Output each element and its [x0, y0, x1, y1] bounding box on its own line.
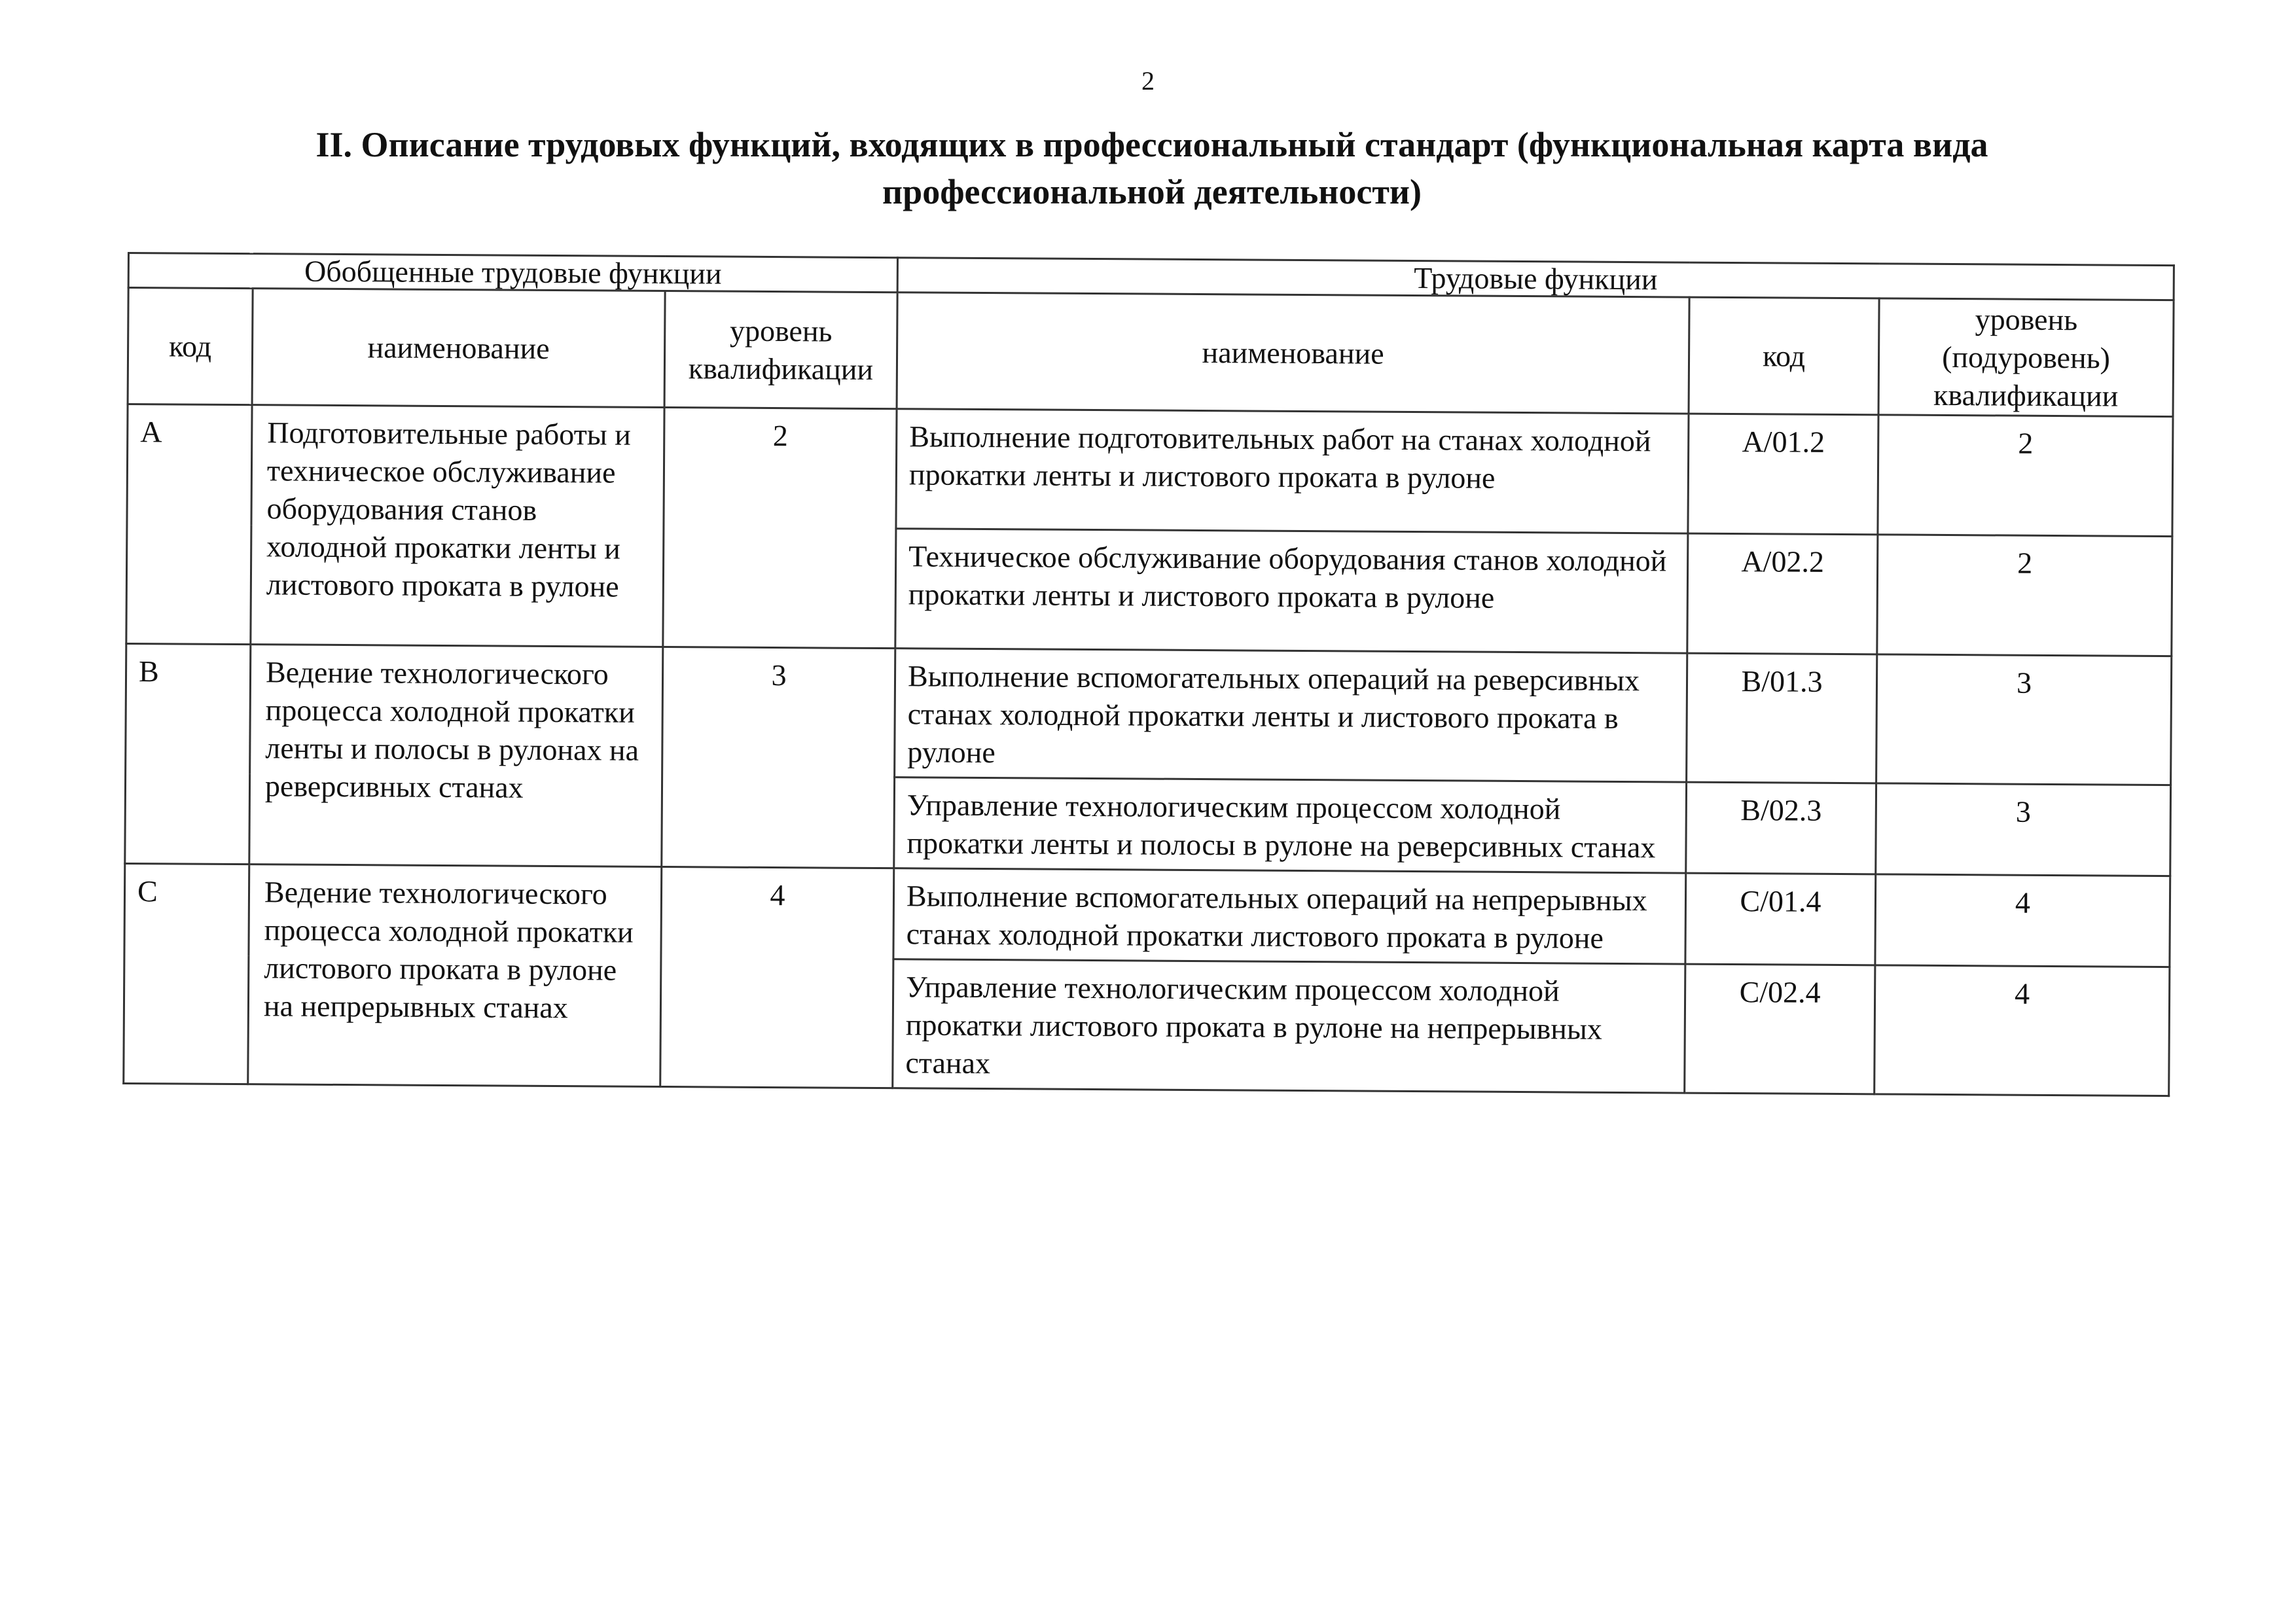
function-level-cell: 2	[1877, 535, 2172, 656]
function-name-cell: Техническое обслуживание оборудования станов холодной прокатки ленты и листового проката в рулоне	[895, 529, 1688, 653]
function-level-cell: 3	[1876, 654, 2172, 785]
generalized-name-cell: Ведение технологического процесса холодной прокатки листового проката в рулоне на непрерывных станах	[248, 865, 662, 1087]
section-title: II. Описание трудовых функций, входящих в профессиональный стандарт (функциональная карта вида профессиональной деятельности)	[315, 125, 1988, 211]
generalized-level-cell: 4	[660, 867, 894, 1088]
col-header-tf-name: наименование	[897, 293, 1689, 414]
generalized-code-cell: B	[125, 643, 251, 864]
function-code-cell: C/01.4	[1685, 873, 1876, 965]
table-row	[127, 404, 2173, 537]
function-name-cell: Выполнение подготовительных работ на станах холодной прокатки ленты и листового проката в рулоне	[896, 409, 1689, 533]
page-number: 2	[1141, 66, 1155, 96]
function-level-cell: 3	[1876, 783, 2171, 876]
col-header-code: код	[128, 288, 253, 405]
function-code-cell: A/02.2	[1687, 533, 1878, 654]
column-header-row	[128, 288, 2174, 417]
function-name-cell: Управление технологическим процессом холодной прокатки листового проката в рулоне на непрерывных станах	[893, 959, 1685, 1093]
generalized-level-cell: 3	[662, 647, 895, 868]
col-header-name: наименование	[252, 289, 665, 408]
generalized-name-cell: Ведение технологического процесса холодной прокатки ленты и полосы в рулонах на реверсивных станах	[249, 645, 663, 867]
table-row	[124, 863, 2170, 967]
functional-map-table	[122, 252, 2175, 1097]
function-code-cell: B/02.3	[1686, 782, 1876, 874]
function-level-cell: 4	[1874, 965, 2170, 1096]
function-code-cell: C/02.4	[1685, 964, 1875, 1094]
function-name-cell: Выполнение вспомогательных операций на реверсивных станах холодной прокатки ленты и листового проката в рулоне	[895, 649, 1687, 782]
function-name-cell: Выполнение вспомогательных операций на непрерывных станах холодной прокатки листового проката в рулоне	[893, 868, 1686, 964]
function-code-cell: B/01.3	[1687, 653, 1877, 783]
function-level-cell: 2	[1878, 415, 2173, 537]
labor-functions-header: Трудовые функции	[897, 258, 2174, 300]
generalized-code-cell: C	[124, 863, 249, 1084]
col-header-tf-code: код	[1689, 297, 1879, 415]
generalized-code-cell: A	[126, 404, 252, 645]
functional-map-table-wrap	[122, 252, 2173, 1097]
function-code-cell: A/01.2	[1688, 414, 1878, 535]
function-name-cell: Управление технологическим процессом холодной прокатки ленты и полосы в рулоне на реверсивных станах	[894, 777, 1687, 873]
col-header-level: уровень квалификации	[664, 291, 897, 409]
generalized-functions-header: Обобщенные трудовые функции	[128, 253, 897, 293]
generalized-level-cell: 2	[663, 408, 897, 649]
generalized-name-cell: Подготовительные работы и техническое обслуживание оборудования станов холодной прокатки ленты и листового проката в рулоне	[251, 405, 664, 647]
function-level-cell: 4	[1875, 874, 2170, 967]
table-row	[126, 643, 2172, 785]
col-header-tf-level: уровень (подуровень) квалификации	[1878, 298, 2174, 417]
